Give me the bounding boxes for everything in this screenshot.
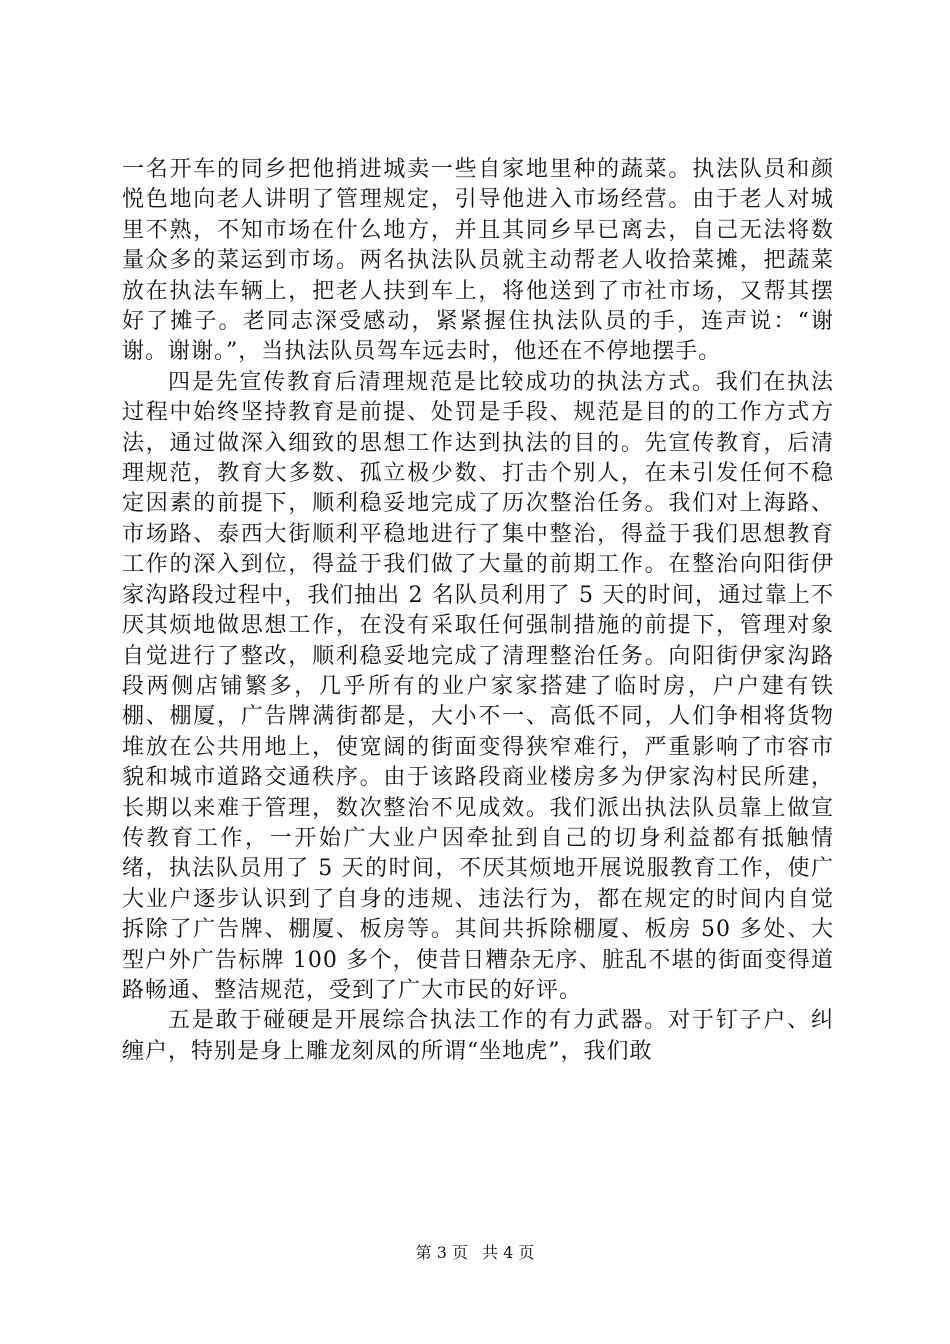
paragraph-3: 五是敢于碰硬是开展综合执法工作的有力武器。对于钉子户、纠缠户，特别是身上雕龙刻凤的所谓“坐地虎”，我们敢 [122,1008,834,1064]
page-number: 第 3 页 [415,1243,468,1262]
document-body [122,155,834,1067]
paragraph-1: 一名开车的同乡把他捎进城卖一些自家地里种的蔬菜。执法队员和颜悦色地向老人讲明了管理规定，引导他进入市场经营。由于老人对城里不熟，不知市场在什么地方，并且其同乡早已离去，自己无法将数量众多的菜运到市场。两名执法队员就主动帮老人收拾菜摊，把蔬菜放在执法车辆上，把老人扶到车上，将他送到了市社市场，又帮其摆好了摊子。老同志深受感动，紧紧握住执法队员的手，连声说：“谢谢。谢谢。”，当执法队员驾车远去时，他还在不停地摆手。 [122,157,834,365]
page-total: 共 4 页 [482,1243,535,1262]
paragraph-2: 四是先宣传教育后清理规范是比较成功的执法方式。我们在执法过程中始终坚持教育是前提、处罚是手段、规范是目的的工作方式方法，通过做深入细致的思想工作达到执法的目的。先宣传教育，后清理规范，教育大多数、孤立极少数、打击个别人，在未引发任何不稳定因素的前提下，顺利稳妥地完成了历次整治任务。我们对上海路、市场路、泰西大街顺利平稳地进行了集中整治，得益于我们思想教育工作的深入到位，得益于我们做了大量的前期工作。在整治向阳街伊家沟路段过程中，我们抽出 2 名队员利用了 5 天的时间，通过靠上不厌其烦地做思想工作，在没有采取任何强制措施的前提下，管理对象自觉进行了整改，顺利稳妥地完成了清理整治任务。向阳街伊家沟路段两侧店铺繁多，几乎所有的业户家家搭建了临时房，户户建有铁棚、棚厦，广告牌满街都是，大小不一、高低不同，人们争相将货物堆放在公共用地上，使宽阔的街面变得狭窄难行，严重影响了市容市貌和城市道路交通秩序。由于该路段商业楼房多为伊家沟村民所建，长期以来难于管理，数次整治不见成效。我们派出执法队员靠上做宣传教育工作，一开始广大业户因牵扯到自己的切身利益都有抵触情绪，执法队员用了 5 天的时间，不厌其烦地开展说服教育工作，使广大业户逐步认识到了自身的违规、违法行为，都在规定的时间内自觉拆除了广告牌、棚厦、板房等。其间共拆除棚厦、板房 50 多处、大型户外广告标牌 100 多个，使昔日糟杂无序、脏乱不堪的街面变得道路畅通、整洁规范，受到了广大市民的好评。 [122,369,834,1003]
page-footer [0,1243,950,1263]
